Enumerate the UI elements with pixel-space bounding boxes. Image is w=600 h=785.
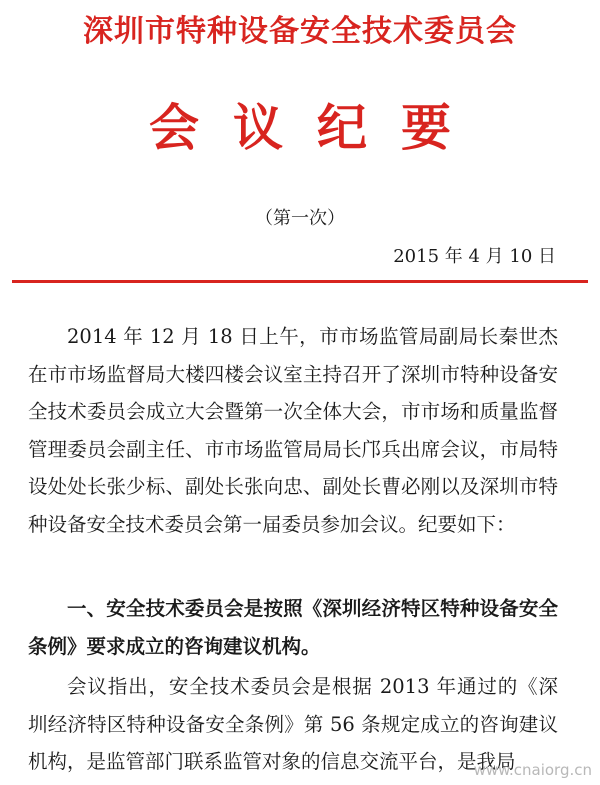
red-divider-line [12, 280, 588, 283]
section-1-paragraph: 会议指出，安全技术委员会是根据 2013 年通过的《深圳经济特区特种设备安全条例》第 56 条规定成立的咨询建议机构，是监管部门联系监管对象的信息交流平台，是我局 [28, 675, 558, 773]
document-title: 会议纪要 [149, 99, 485, 157]
organization-title: 深圳市特种设备安全技术委员会 [83, 14, 517, 49]
document-date: 2015 年 4 月 10 日 [393, 246, 556, 267]
opening-paragraph: 2014 年 12 月 18 日上午，市市场监管局副局长秦世杰在市市场监督局大楼四楼会议室主持召开了深圳市特种设备安全技术委员会成立大会暨第一次全体大会，市市场和质量监督管理委员会副主任、市市场监管局局长邝兵出席会议，市局特设处处长张少标、副处长张向忠、副处长曹必刚以及深圳市特种设备安全技术委员会第一届委员参加会议。纪要如下： [28, 325, 558, 536]
watermark: www.cnaiorg.cn [473, 761, 592, 779]
session-number: （第一次） [255, 208, 345, 229]
section-1-heading: 一、安全技术委员会是按照《深圳经济特区特种设备安全条例》要求成立的咨询建议机构。 [28, 597, 558, 658]
